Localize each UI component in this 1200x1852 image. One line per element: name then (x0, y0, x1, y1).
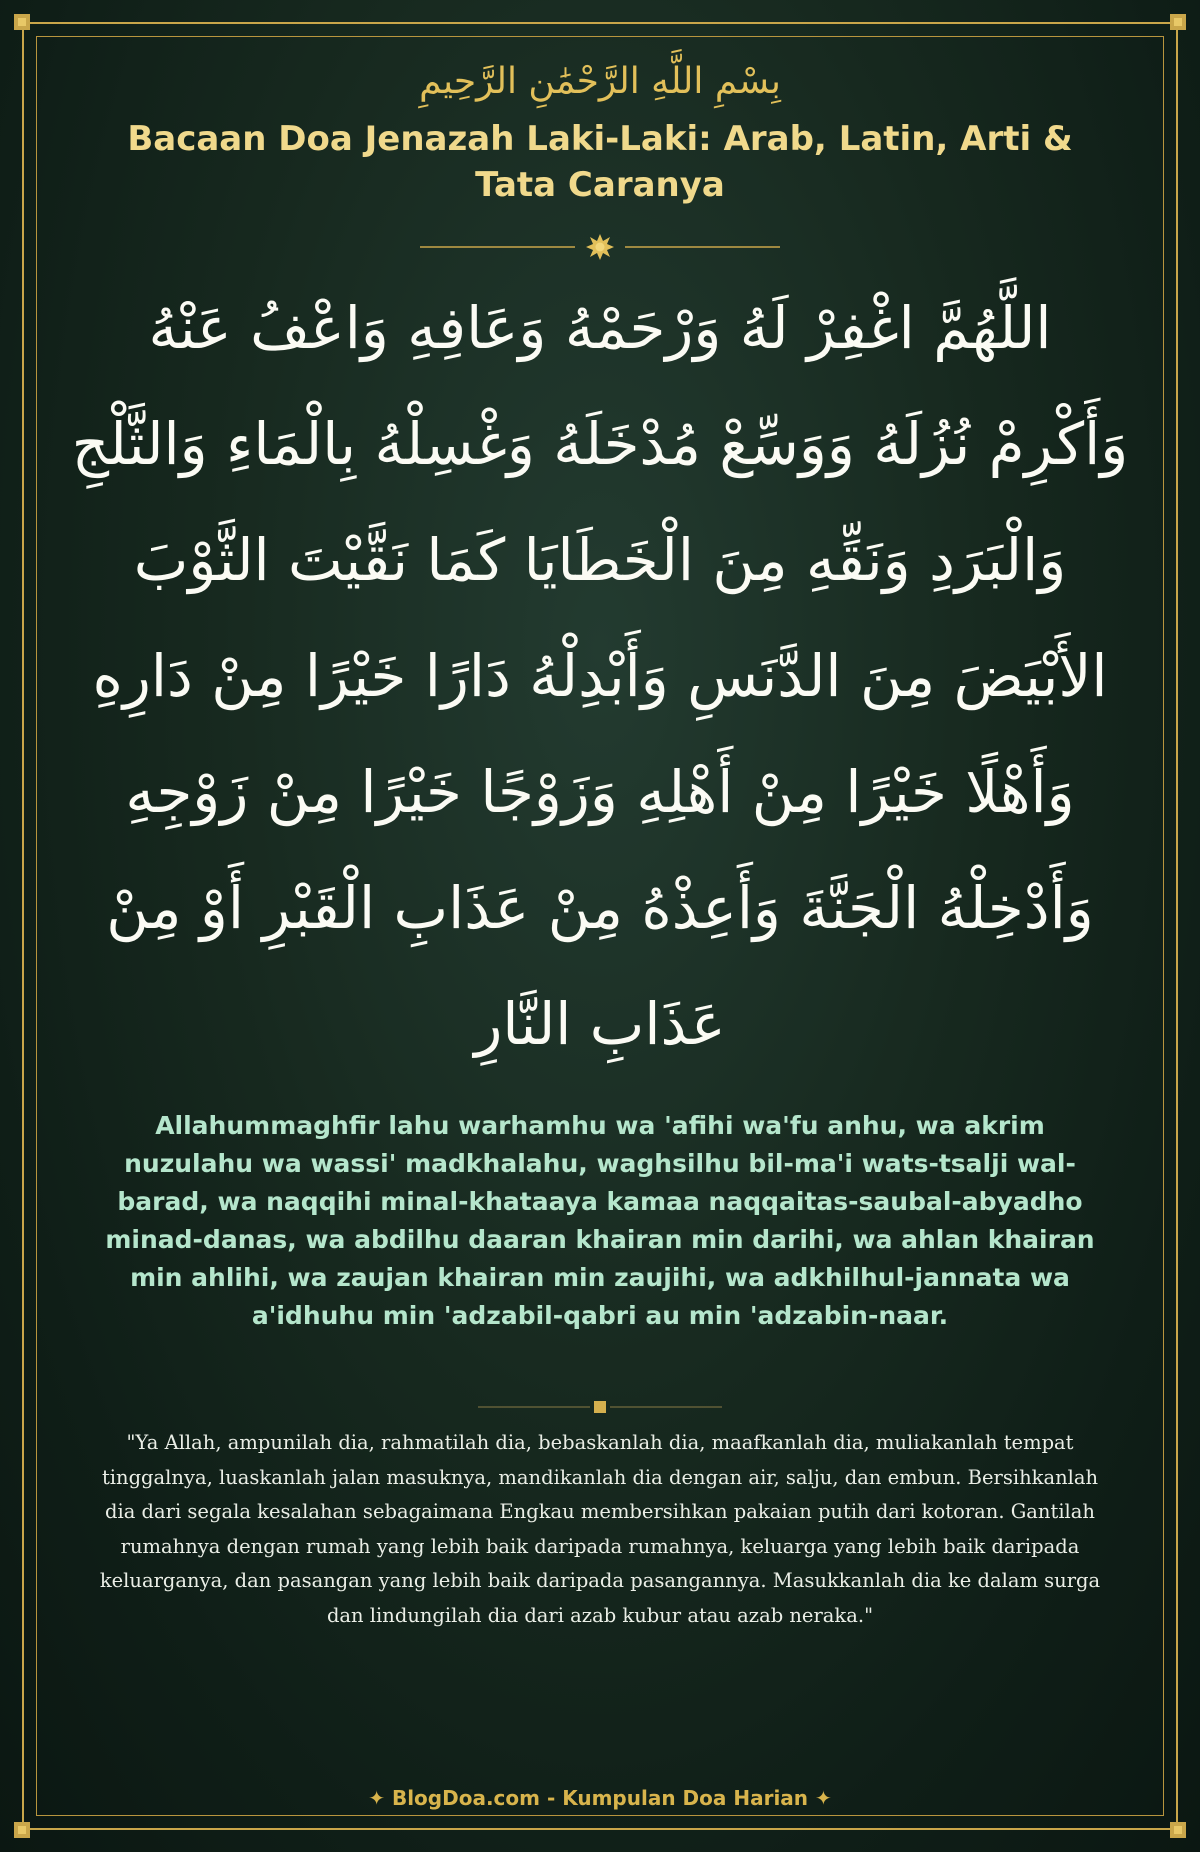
sunburst-ornament-icon (420, 232, 780, 262)
corner-ornament-icon (1165, 9, 1191, 35)
page-title: Bacaan Doa Jenazah Laki-Laki: Arab, Latin, Arti & Tata Caranya (127, 119, 1073, 205)
basmala: بِسْمِ اللَّهِ الرَّحْمَٰنِ الرَّحِيمِ (419, 61, 781, 102)
indonesian-translation: "Ya Allah, ampunilah dia, rahmatilah dia, bebaskanlah dia, maafkanlah dia, muliakanlah tempat tinggalnya, luaskanlah jalan masuknya, mandikanlah dia dengan air, salju, dan embun. Bersihkanlah dia dari segala kesalahan sebagaimana Engkau membersihkan pakaian putih dari kotoran. Gantilah rumahnya dengan rumah yang lebih baik daripada rumahnya, keluarga yang lebih baik daripada keluarganya, dan pasangan yang lebih baik daripada pasangannya. Masukkanlah dia ke dalam surga dan lindungilah dia dari azab kubur atau azab neraka." (99, 1431, 1101, 1627)
corner-ornament-icon (1165, 1817, 1191, 1843)
site-credit: ✦ BlogDoa.com - Kumpulan Doa Harian ✦ (368, 1786, 832, 1810)
corner-ornament-icon (9, 1817, 35, 1843)
diamond-ornament-icon (478, 1397, 722, 1417)
arabic-prayer-text: اللَّهُمَّ اغْفِرْ لَهُ وَرْحَمْهُ وَعَافِهِ وَاعْفُ عَنْهُ وَأَكْرِمْ نُزُلَهُ وَوَسِّعْ مُدْخَلَهُ وَغْسِلْهُ بِالْمَاءِ وَالثَّلْجِ وَالْبَرَدِ وَنَقِّهِ مِنَ الْخَطَايَا كَمَا نَقَّيْتَ الثَّوْبَ الأَبْيَضَ مِنَ الدَّنَسِ وَأَبْدِلْهُ دَارًا خَيْرًا مِنْ دَارِهِ وَأَهْلًا خَيْرًا مِنْ أَهْلِهِ وَزَوْجًا خَيْرًا مِنْ زَوْجِهِ وَأَدْخِلْهُ الْجَنَّةَ وَأَعِذْهُ مِنْ عَذَابِ الْقَبْرِ أَوْ مِنْ عَذَابِ النَّارِ (71, 294, 1129, 1058)
corner-ornament-icon (9, 9, 35, 35)
latin-transliteration: Allahummaghfir lahu warhamhu wa 'afihi wa'fu anhu, wa akrim nuzulahu wa wassi' madkhalahu, waghsilhu bil-ma'i wats-tsalji wal-barad, wa naqqihi minal-khataaya kamaa naqqaitas-saubal-abyadho minad-danas, wa abdilhu daaran khairan min darihi, wa ahlan khairan min ahlihi, wa zaujan khairan min zaujihi, wa adkhilhul-jannata wa a'idhuhu min 'adzabil-qabri au min 'adzabin-naar. (105, 1111, 1095, 1330)
